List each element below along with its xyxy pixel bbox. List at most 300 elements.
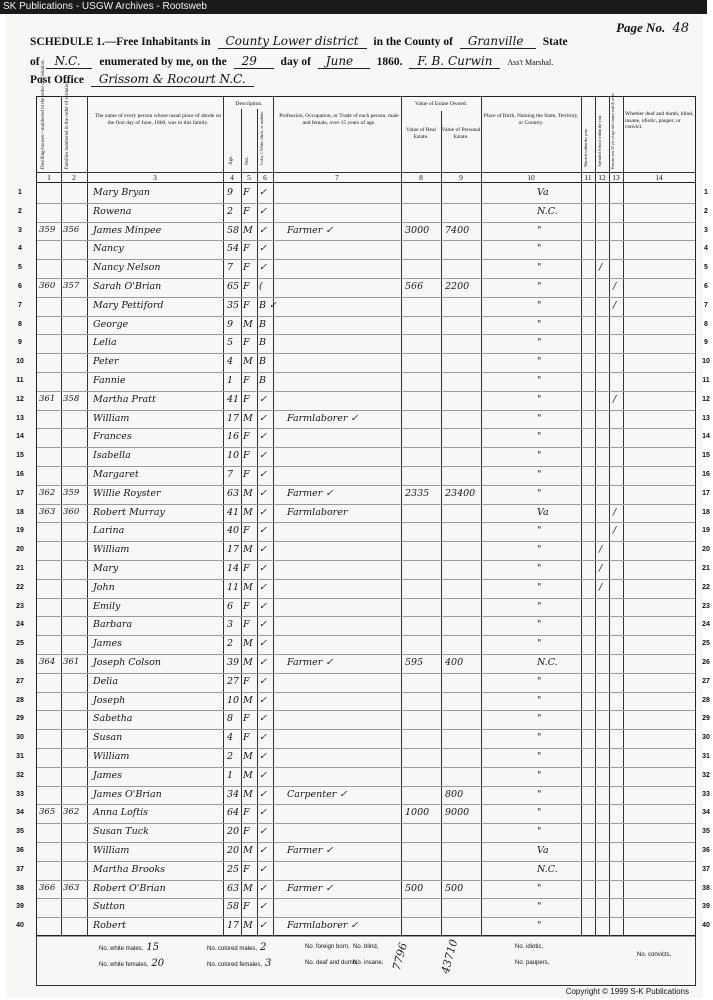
column-rule xyxy=(595,97,596,935)
age-cell: 58 xyxy=(227,901,240,913)
line-number-right: 16 xyxy=(702,471,710,478)
line-number-left: 12 xyxy=(16,395,24,403)
school-cell: / xyxy=(599,544,603,556)
enumerated-label: enumerated by me, on the xyxy=(99,56,227,68)
line-number-left: 25 xyxy=(16,640,24,648)
row-rule xyxy=(37,654,695,655)
age-cell: 10 xyxy=(227,694,240,706)
person-name: Isabella xyxy=(93,450,131,462)
color-cell: ✓ xyxy=(259,393,267,405)
line-number-left: 36 xyxy=(16,847,24,854)
person-name: Lelia xyxy=(93,337,117,349)
age-cell: 7 xyxy=(227,469,234,480)
convicts: No. convicts, xyxy=(637,952,672,958)
line-number-right: 22 xyxy=(702,583,710,591)
person-name: George xyxy=(93,318,129,330)
sex-cell: F xyxy=(243,205,250,217)
line-number-right: 5 xyxy=(704,264,708,272)
age-cell: 9 xyxy=(227,187,234,198)
line-number-left: 26 xyxy=(16,659,24,666)
birthplace-cell: " xyxy=(537,318,542,330)
line-number-right: 38 xyxy=(702,884,710,892)
color-cell: B xyxy=(259,318,266,330)
family-number: 358 xyxy=(63,393,80,404)
birthplace-cell: " xyxy=(537,356,542,368)
color-cell: ✓ xyxy=(259,882,267,894)
person-name: Susan xyxy=(93,732,123,744)
age-cell: 40 xyxy=(227,525,240,537)
birthplace-cell: " xyxy=(537,393,542,405)
line-number-left: 19 xyxy=(16,527,24,535)
line-number-left: 34 xyxy=(16,809,24,817)
age-cell: 17 xyxy=(227,544,240,556)
page-label: Page No. xyxy=(616,20,666,35)
color-cell: B xyxy=(259,375,266,386)
row-rule xyxy=(37,598,695,599)
row-rule xyxy=(37,560,695,561)
person-name: Peter xyxy=(93,356,119,368)
line-number-right: 18 xyxy=(702,508,710,516)
sex-cell: M xyxy=(243,544,253,556)
age-cell: 65 xyxy=(227,281,240,292)
column-rule xyxy=(61,97,62,935)
blind: No. blind, xyxy=(353,944,379,950)
column-number: 14 xyxy=(655,173,663,182)
color-cell: ✓ xyxy=(259,544,267,556)
birthplace-cell: " xyxy=(537,375,542,386)
line-number-left: 39 xyxy=(16,903,24,911)
header-school: Attended School within the year. xyxy=(597,114,602,167)
birthplace-cell: " xyxy=(537,826,542,838)
sex-cell: M xyxy=(243,356,253,368)
line-number-right: 19 xyxy=(702,527,710,535)
birthplace-cell: " xyxy=(537,563,542,574)
age-cell: 41 xyxy=(227,506,240,518)
sex-cell: F xyxy=(243,675,250,687)
person-name: Sabetha xyxy=(93,713,133,725)
person-name: James xyxy=(93,769,122,781)
row-rule xyxy=(37,616,695,617)
personal-estate-cell: 9000 xyxy=(445,807,470,819)
person-name: Frances xyxy=(93,431,132,443)
sex-cell: F xyxy=(243,619,250,631)
sex-cell: M xyxy=(243,751,253,762)
family-number: 356 xyxy=(63,224,80,235)
color-cell: ✓ xyxy=(259,431,267,443)
colored-females: No. colored females, 3 xyxy=(207,958,272,969)
row-rule xyxy=(37,579,695,580)
person-name: John xyxy=(93,581,115,593)
dwelling-number: 366 xyxy=(39,882,56,893)
occupation-cell: Farmlaborer ✓ xyxy=(287,412,359,424)
column-number: 1 xyxy=(47,173,51,182)
color-cell: ✓ xyxy=(259,205,267,217)
line-number-left: 31 xyxy=(16,753,24,760)
real-estate-cell: 566 xyxy=(405,281,424,292)
row-rule xyxy=(37,673,695,674)
sex-cell: F xyxy=(243,469,250,480)
line-number-right: 35 xyxy=(702,828,710,836)
birthplace-cell: " xyxy=(537,675,542,687)
birthplace-cell: " xyxy=(537,337,542,349)
age-cell: 10 xyxy=(227,450,240,462)
real-estate-cell: 1000 xyxy=(405,807,430,819)
color-cell: ✓ xyxy=(259,901,267,913)
row-rule xyxy=(37,917,695,918)
header-age: Age. xyxy=(229,155,234,165)
row-rule xyxy=(37,316,695,317)
sex-cell: F xyxy=(243,901,250,913)
color-cell: B xyxy=(259,337,266,349)
color-cell: ✓ xyxy=(259,469,267,480)
person-name: Joseph Colson xyxy=(93,657,161,668)
personal-estate-cell: 800 xyxy=(445,788,464,800)
header-occupation: Profession, Occupation, or Trade of each person, male and female, over 15 years of age. xyxy=(279,113,399,126)
row-rule xyxy=(37,898,695,899)
sex-cell: M xyxy=(243,318,253,330)
line-number-left: 32 xyxy=(16,771,24,779)
dwelling-number: 360 xyxy=(39,281,56,291)
illiterate-cell: / xyxy=(613,281,617,292)
age-cell: 41 xyxy=(227,393,240,405)
post-office-field: Grissom & Rocourt N.C. xyxy=(91,72,254,87)
sex-cell: M xyxy=(243,412,253,424)
header-disability: Whether deaf and dumb, blind, insane, idiotic, pauper, or convict. xyxy=(625,111,694,130)
dwelling-number: 362 xyxy=(39,487,56,498)
color-cell: ✓ xyxy=(259,412,267,424)
school-cell: / xyxy=(599,581,603,593)
header-birthplace: Place of Birth, Naming the State, Territory, or Country. xyxy=(483,113,579,126)
person-name: James xyxy=(93,638,122,650)
family-number: 357 xyxy=(63,281,80,291)
line-number-right: 39 xyxy=(702,903,710,911)
day-field: 29 xyxy=(234,54,274,69)
line-number-left: 15 xyxy=(16,452,24,460)
person-name: Nancy xyxy=(93,243,124,255)
header-married: Married within the year. xyxy=(583,128,588,167)
family-number: 361 xyxy=(63,657,80,667)
person-name: Robert xyxy=(93,920,126,932)
header-real-estate: Value of Real Estate. xyxy=(406,127,436,140)
line-number-left: 37 xyxy=(16,865,24,873)
header-estate: Value of Estate Owned. xyxy=(415,101,467,107)
birthplace-cell: " xyxy=(537,920,542,932)
person-name: Sarah O'Brian xyxy=(93,281,162,292)
row-rule xyxy=(37,372,695,373)
birthplace-cell: " xyxy=(537,619,542,631)
person-name: Martha Pratt xyxy=(93,393,156,405)
sex-cell: M xyxy=(243,657,253,668)
column-number: 11 xyxy=(584,173,592,182)
sex-cell: F xyxy=(243,375,250,386)
color-cell: ✓ xyxy=(259,826,267,838)
color-cell: ✓ xyxy=(259,657,267,668)
line-number-left: 30 xyxy=(16,734,24,742)
sex-cell: M xyxy=(243,694,253,706)
row-rule xyxy=(37,222,695,223)
sex-cell: F xyxy=(243,807,250,819)
row-rule xyxy=(37,692,695,693)
age-cell: 7 xyxy=(227,262,234,274)
row-rule xyxy=(37,447,695,448)
column-number: 3 xyxy=(153,173,157,182)
column-number: 13 xyxy=(612,173,620,182)
row-rule xyxy=(37,541,695,542)
birthplace-cell: " xyxy=(537,281,542,292)
birthplace-cell: N.C. xyxy=(537,657,558,668)
column-number: 4 xyxy=(230,173,234,182)
sex-cell: M xyxy=(243,581,253,593)
line-number-left: 10 xyxy=(16,358,24,366)
occupation-cell: Farmer ✓ xyxy=(287,845,334,856)
line-number-right: 36 xyxy=(702,847,710,854)
person-name: Barbara xyxy=(93,619,133,631)
line-number-right: 28 xyxy=(702,696,710,704)
birthplace-cell: Va xyxy=(537,506,549,518)
age-cell: 58 xyxy=(227,224,240,236)
color-cell: ✓ xyxy=(259,751,267,762)
total-real-estate: 7796 xyxy=(390,941,410,972)
row-rule xyxy=(37,485,695,486)
header-dwelling: Dwelling-houses—numbered in the order of visitation. xyxy=(41,59,46,169)
birthplace-cell: " xyxy=(537,469,542,480)
person-name: Martha Brooks xyxy=(93,863,166,875)
line-number-left: 20 xyxy=(16,546,24,554)
header-illiterate: Persons over 20 y'rs of age who cannot read & write. xyxy=(611,92,615,169)
age-cell: 63 xyxy=(227,882,240,894)
age-cell: 14 xyxy=(227,563,240,574)
age-cell: 2 xyxy=(227,638,234,650)
line-number-right: 12 xyxy=(702,395,710,403)
personal-estate-cell: 7400 xyxy=(445,224,470,236)
birthplace-cell: " xyxy=(537,299,542,311)
age-cell: 4 xyxy=(227,356,234,368)
person-name: Fannie xyxy=(93,375,126,386)
color-cell: ✓ xyxy=(259,675,267,687)
occupation-cell: Farmer ✓ xyxy=(287,224,334,236)
age-cell: 9 xyxy=(227,318,234,330)
person-name: Robert Murray xyxy=(93,506,165,518)
county-label: in the County of xyxy=(373,36,453,48)
sex-cell: F xyxy=(243,525,250,537)
sex-cell: F xyxy=(243,299,250,311)
column-rule xyxy=(609,97,610,935)
line-number-left: 1 xyxy=(18,189,22,196)
column-number: 9 xyxy=(459,173,463,182)
line-number-left: 27 xyxy=(16,677,24,685)
line-number-left: 21 xyxy=(16,565,24,572)
age-cell: 27 xyxy=(227,675,240,687)
occupation-cell: Farmer ✓ xyxy=(287,882,334,894)
line-number-right: 2 xyxy=(704,207,708,215)
column-number: 6 xyxy=(263,173,267,182)
line-number-left: 13 xyxy=(16,414,24,422)
line-number-left: 6 xyxy=(18,283,22,290)
line-number-left: 40 xyxy=(16,922,24,930)
sex-cell: F xyxy=(243,337,250,349)
header-family: Families numbered in the order of visitation. xyxy=(65,79,70,169)
line-number-left: 29 xyxy=(16,715,24,723)
sex-cell: M xyxy=(243,845,253,856)
line-number-left: 23 xyxy=(16,602,24,610)
sex-cell: F xyxy=(243,450,250,462)
birthplace-cell: N.C. xyxy=(537,205,558,217)
dwelling-number: 359 xyxy=(39,224,56,235)
age-cell: 54 xyxy=(227,243,240,255)
row-rule xyxy=(37,842,695,843)
sex-cell: F xyxy=(243,563,250,574)
archive-banner: SK Publications - USGW Archives - Rootsweb xyxy=(0,0,707,14)
birthplace-cell: " xyxy=(537,732,542,744)
birthplace-cell: " xyxy=(537,882,542,894)
color-cell: ✓ xyxy=(259,732,267,744)
age-cell: 5 xyxy=(227,337,234,349)
color-cell: ✓ xyxy=(259,600,267,612)
person-name: William xyxy=(93,751,130,762)
row-rule xyxy=(37,240,695,241)
page-number xyxy=(616,20,689,36)
line-number-right: 9 xyxy=(704,339,708,347)
line-number-left: 22 xyxy=(16,583,24,591)
marshal-field: F. B. Curwin xyxy=(409,54,500,69)
person-name: William xyxy=(93,544,130,556)
sex-cell: F xyxy=(243,600,250,612)
schedule-line-1 xyxy=(30,34,568,49)
color-cell: ✓ xyxy=(259,581,267,593)
sex-cell: F xyxy=(243,713,250,725)
row-rule xyxy=(37,428,695,429)
color-cell: B ✓ xyxy=(259,299,277,311)
line-number-right: 10 xyxy=(702,358,710,366)
age-cell: 63 xyxy=(227,487,240,499)
color-cell: ✓ xyxy=(259,224,267,236)
birthplace-cell: " xyxy=(537,638,542,650)
sex-cell: M xyxy=(243,487,253,499)
census-page xyxy=(6,14,710,998)
header-color: Color, { White, black, or mulatto. xyxy=(259,111,264,165)
column-rule xyxy=(481,97,482,935)
age-cell: 11 xyxy=(227,581,240,593)
sex-cell: F xyxy=(243,262,250,274)
header-name: The name of every person whose usual place of abode on the first day of June, 1860, was in this family. xyxy=(94,113,222,126)
row-rule xyxy=(37,466,695,467)
birthplace-cell: " xyxy=(537,694,542,706)
row-rule xyxy=(37,504,695,505)
color-cell: ✓ xyxy=(259,525,267,537)
color-cell: ✓ xyxy=(259,619,267,631)
age-cell: 39 xyxy=(227,657,240,668)
idiotic: No. idiotic, xyxy=(515,944,544,950)
header-description: Description. xyxy=(235,101,263,107)
of-label: of xyxy=(30,56,40,68)
header-personal-estate: Value of Personal Estate. xyxy=(441,127,481,140)
line-number-left: 7 xyxy=(18,301,22,309)
age-cell: 64 xyxy=(227,807,240,819)
age-cell: 1 xyxy=(227,769,234,781)
sex-cell: F xyxy=(243,393,250,405)
row-rule xyxy=(37,410,695,411)
post-office-label: Post Office xyxy=(30,74,84,86)
birthplace-cell: " xyxy=(537,431,542,443)
school-cell: / xyxy=(599,262,603,274)
illiterate-cell: / xyxy=(613,393,617,405)
district-field: County Lower district xyxy=(218,34,367,49)
line-number-right: 20 xyxy=(702,546,710,554)
line-number-right: 17 xyxy=(702,489,710,497)
body-top-rule xyxy=(37,182,695,183)
color-cell: B xyxy=(259,356,266,368)
line-number-right: 7 xyxy=(704,301,708,309)
white-females: No. white females, 20 xyxy=(99,958,165,969)
occupation-cell: Farmer ✓ xyxy=(287,487,334,499)
school-cell: / xyxy=(599,563,603,574)
birthplace-cell: Va xyxy=(537,845,549,856)
family-number: 359 xyxy=(63,487,80,498)
line-number-left: 11 xyxy=(16,377,24,384)
color-cell: ✓ xyxy=(259,807,267,819)
state-label: State xyxy=(542,36,568,48)
person-name: Robert O'Brian xyxy=(93,882,166,894)
person-name: Joseph xyxy=(93,694,126,706)
age-cell: 35 xyxy=(227,299,240,311)
person-name: Mary Bryan xyxy=(93,187,150,198)
column-rule xyxy=(223,97,224,935)
sex-cell: M xyxy=(243,788,253,800)
person-name: Delia xyxy=(93,675,118,687)
line-number-left: 2 xyxy=(18,207,22,215)
person-name: Rowena xyxy=(93,205,132,217)
row-rule xyxy=(37,786,695,787)
row-rule xyxy=(37,861,695,862)
sex-cell: F xyxy=(243,431,250,443)
state-field: N.C. xyxy=(46,54,92,69)
row-rule xyxy=(37,880,695,881)
age-cell: 4 xyxy=(227,732,234,744)
column-number: 10 xyxy=(527,173,535,182)
row-rule xyxy=(37,710,695,711)
personal-estate-cell: 2200 xyxy=(445,281,470,292)
white-males: No. white males, 15 xyxy=(99,942,160,953)
age-cell: 3 xyxy=(227,619,234,631)
sex-cell: M xyxy=(243,224,253,236)
marshal-label: Ass't Marshal. xyxy=(507,58,554,67)
illiterate-cell: / xyxy=(613,506,617,518)
dwelling-number: 363 xyxy=(39,506,56,517)
column-rule xyxy=(273,97,274,935)
age-cell: 17 xyxy=(227,920,240,932)
summary-footer xyxy=(36,936,696,986)
line-number-left: 24 xyxy=(16,621,24,629)
line-number-right: 21 xyxy=(702,565,710,572)
line-number-right: 13 xyxy=(702,414,710,422)
real-estate-cell: 2335 xyxy=(405,487,430,499)
line-number-right: 1 xyxy=(704,189,708,196)
line-number-left: 16 xyxy=(16,471,24,478)
row-rule xyxy=(37,353,695,354)
row-rule xyxy=(37,729,695,730)
line-number-left: 4 xyxy=(18,245,22,253)
birthplace-cell: " xyxy=(537,412,542,424)
color-cell: ✓ xyxy=(259,262,267,274)
line-number-right: 23 xyxy=(702,602,710,610)
person-name: Emily xyxy=(93,600,121,612)
line-number-left: 35 xyxy=(16,828,24,836)
color-cell: ✓ xyxy=(259,713,267,725)
occupation-cell: Carpenter ✓ xyxy=(287,788,348,800)
personal-estate-cell: 500 xyxy=(445,882,464,894)
personal-estate-cell: 23400 xyxy=(445,487,476,499)
column-number: 8 xyxy=(419,173,423,182)
